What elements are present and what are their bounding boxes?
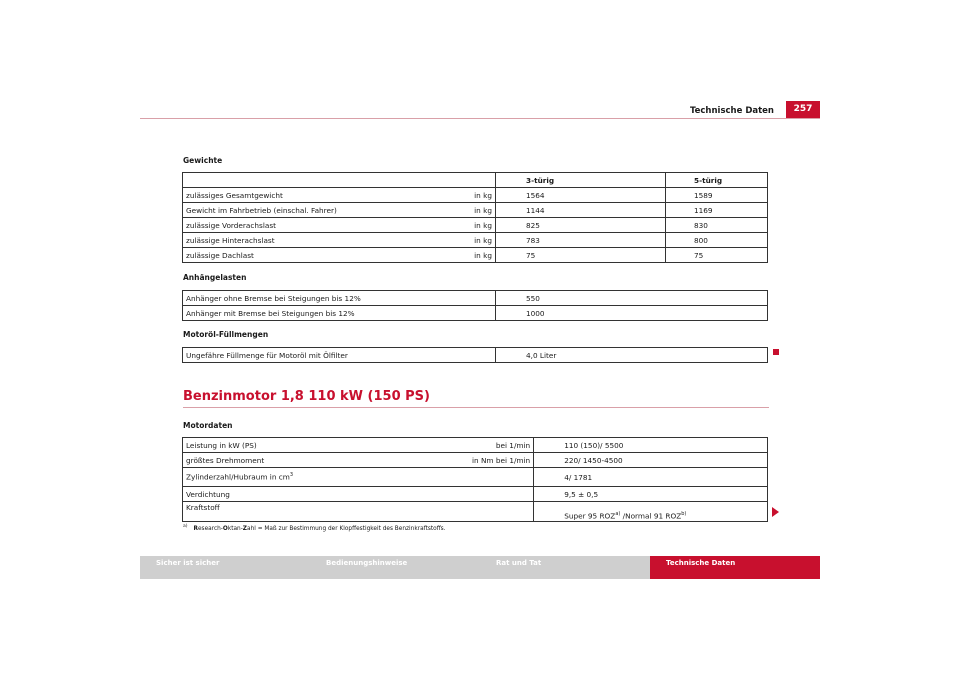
row-value: 4,0 Liter: [496, 348, 768, 363]
table-row: [183, 487, 768, 502]
footer-tab-bedienung[interactable]: Bedienungshinweise: [326, 559, 408, 567]
header-divider: [140, 118, 820, 119]
row-value: 110 (150)/ 5500: [534, 438, 768, 453]
section-end-marker: [773, 349, 779, 355]
table-header-row: [183, 173, 768, 188]
footer-tab-technische-daten[interactable]: Technische Daten: [650, 556, 820, 579]
weights-table: [182, 172, 768, 263]
fn-text: ahl = Maß zur Bestimmung der Klopffestigkeit des Benzinkraftstoffs.: [247, 525, 446, 532]
row-label: Ungefähre Füllmenge für Motoröl mit Ölfilter: [183, 348, 496, 363]
table-row: [183, 502, 768, 522]
table-row: [183, 291, 768, 306]
row-unit: [469, 487, 534, 502]
row-value-5door: 75: [666, 248, 768, 263]
engine-section-title: Benzinmotor 1,8 110 kW (150 PS): [183, 389, 430, 404]
fn-text: ktan-: [227, 525, 243, 532]
section-heading-motoroel: Motoröl-Füllmengen: [183, 330, 269, 339]
row-unit: in Nm bei 1/min: [469, 453, 534, 468]
table-row: [183, 348, 768, 363]
row-value-5door: 800: [666, 233, 768, 248]
row-label: Verdichtung: [183, 487, 470, 502]
row-value: 9,5 ± 0,5: [534, 487, 768, 502]
row-label: [183, 468, 470, 487]
section-divider: [183, 407, 769, 408]
row-label: zulässige Dachlast: [183, 248, 471, 263]
oil-capacity-table: [182, 347, 768, 363]
row-unit: in kg: [471, 188, 496, 203]
trailer-load-table: [182, 290, 768, 321]
table-row: [183, 188, 768, 203]
row-unit: in kg: [471, 233, 496, 248]
header-5-door: 5-türig: [666, 173, 768, 188]
continue-arrow-icon: [772, 507, 779, 517]
table-row: [183, 468, 768, 487]
row-label: größtes Drehmoment: [183, 453, 470, 468]
row-value-3door: 75: [496, 248, 666, 263]
row-value: 4/ 1781: [534, 468, 768, 487]
table-row: [183, 203, 768, 218]
page-header-title: Technische Daten: [689, 106, 774, 116]
row-label: Leistung in kW (PS): [183, 438, 470, 453]
row-label: zulässige Vorderachslast: [183, 218, 471, 233]
table-row: [183, 453, 768, 468]
section-heading-gewichte: Gewichte: [183, 156, 223, 165]
fuel-normal: /Normal 91 ROZ: [620, 511, 682, 520]
row-value-3door: 783: [496, 233, 666, 248]
row-label: zulässige Hinterachslast: [183, 233, 471, 248]
row-label: zulässiges Gesamtgewicht: [183, 188, 471, 203]
footnote-ref: a): [615, 510, 621, 517]
row-value-5door: 1169: [666, 203, 768, 218]
row-unit: bei 1/min: [469, 438, 534, 453]
fn-text: esearch-: [197, 525, 223, 532]
row-value: 550: [496, 291, 768, 306]
table-row: [183, 218, 768, 233]
row-value-3door: 825: [496, 218, 666, 233]
row-value-3door: 1564: [496, 188, 666, 203]
section-heading-motordaten: Motordaten: [183, 421, 233, 430]
footer-nav: [140, 556, 820, 579]
row-unit: [469, 468, 534, 487]
row-label: Gewicht im Fahrbetrieb (einschal. Fahrer): [183, 203, 471, 218]
row-value: 220/ 1450-4500: [534, 453, 768, 468]
footnote-ref: b): [681, 510, 687, 517]
table-row: [183, 248, 768, 263]
engine-data-table: [182, 437, 768, 522]
row-label: Kraftstoff: [183, 502, 470, 522]
section-heading-anhaengelasten: Anhängelasten: [183, 273, 247, 282]
row-unit: in kg: [471, 218, 496, 233]
fuel-super: Super 95 ROZ: [564, 511, 616, 520]
row-label: Anhänger ohne Bremse bei Steigungen bis 12%: [183, 291, 496, 306]
row-label: Anhänger mit Bremse bei Steigungen bis 12%: [183, 306, 496, 321]
page-number: 257: [786, 101, 820, 118]
table-row: [183, 306, 768, 321]
fuel-value: [534, 502, 768, 522]
footnote: [183, 524, 446, 532]
row-value: 1000: [496, 306, 768, 321]
row-unit: in kg: [471, 203, 496, 218]
row-value-5door: 830: [666, 218, 768, 233]
row-label-text: Zylinderzahl/Hubraum in cm: [186, 472, 290, 482]
superscript: 3: [289, 472, 294, 479]
fn-bold: Z: [242, 525, 248, 532]
footnote-marker: a): [183, 524, 188, 529]
table-row: [183, 233, 768, 248]
footer-tab-sicher[interactable]: Sicher ist sicher: [156, 559, 220, 567]
row-unit: in kg: [471, 248, 496, 263]
row-value-5door: 1589: [666, 188, 768, 203]
footer-tab-rat-und-tat[interactable]: Rat und Tat: [496, 559, 542, 567]
fn-bold: O: [222, 525, 228, 532]
header-3-door: 3-türig: [496, 173, 666, 188]
fn-bold: R: [193, 525, 198, 532]
row-value-3door: 1144: [496, 203, 666, 218]
table-row: [183, 438, 768, 453]
